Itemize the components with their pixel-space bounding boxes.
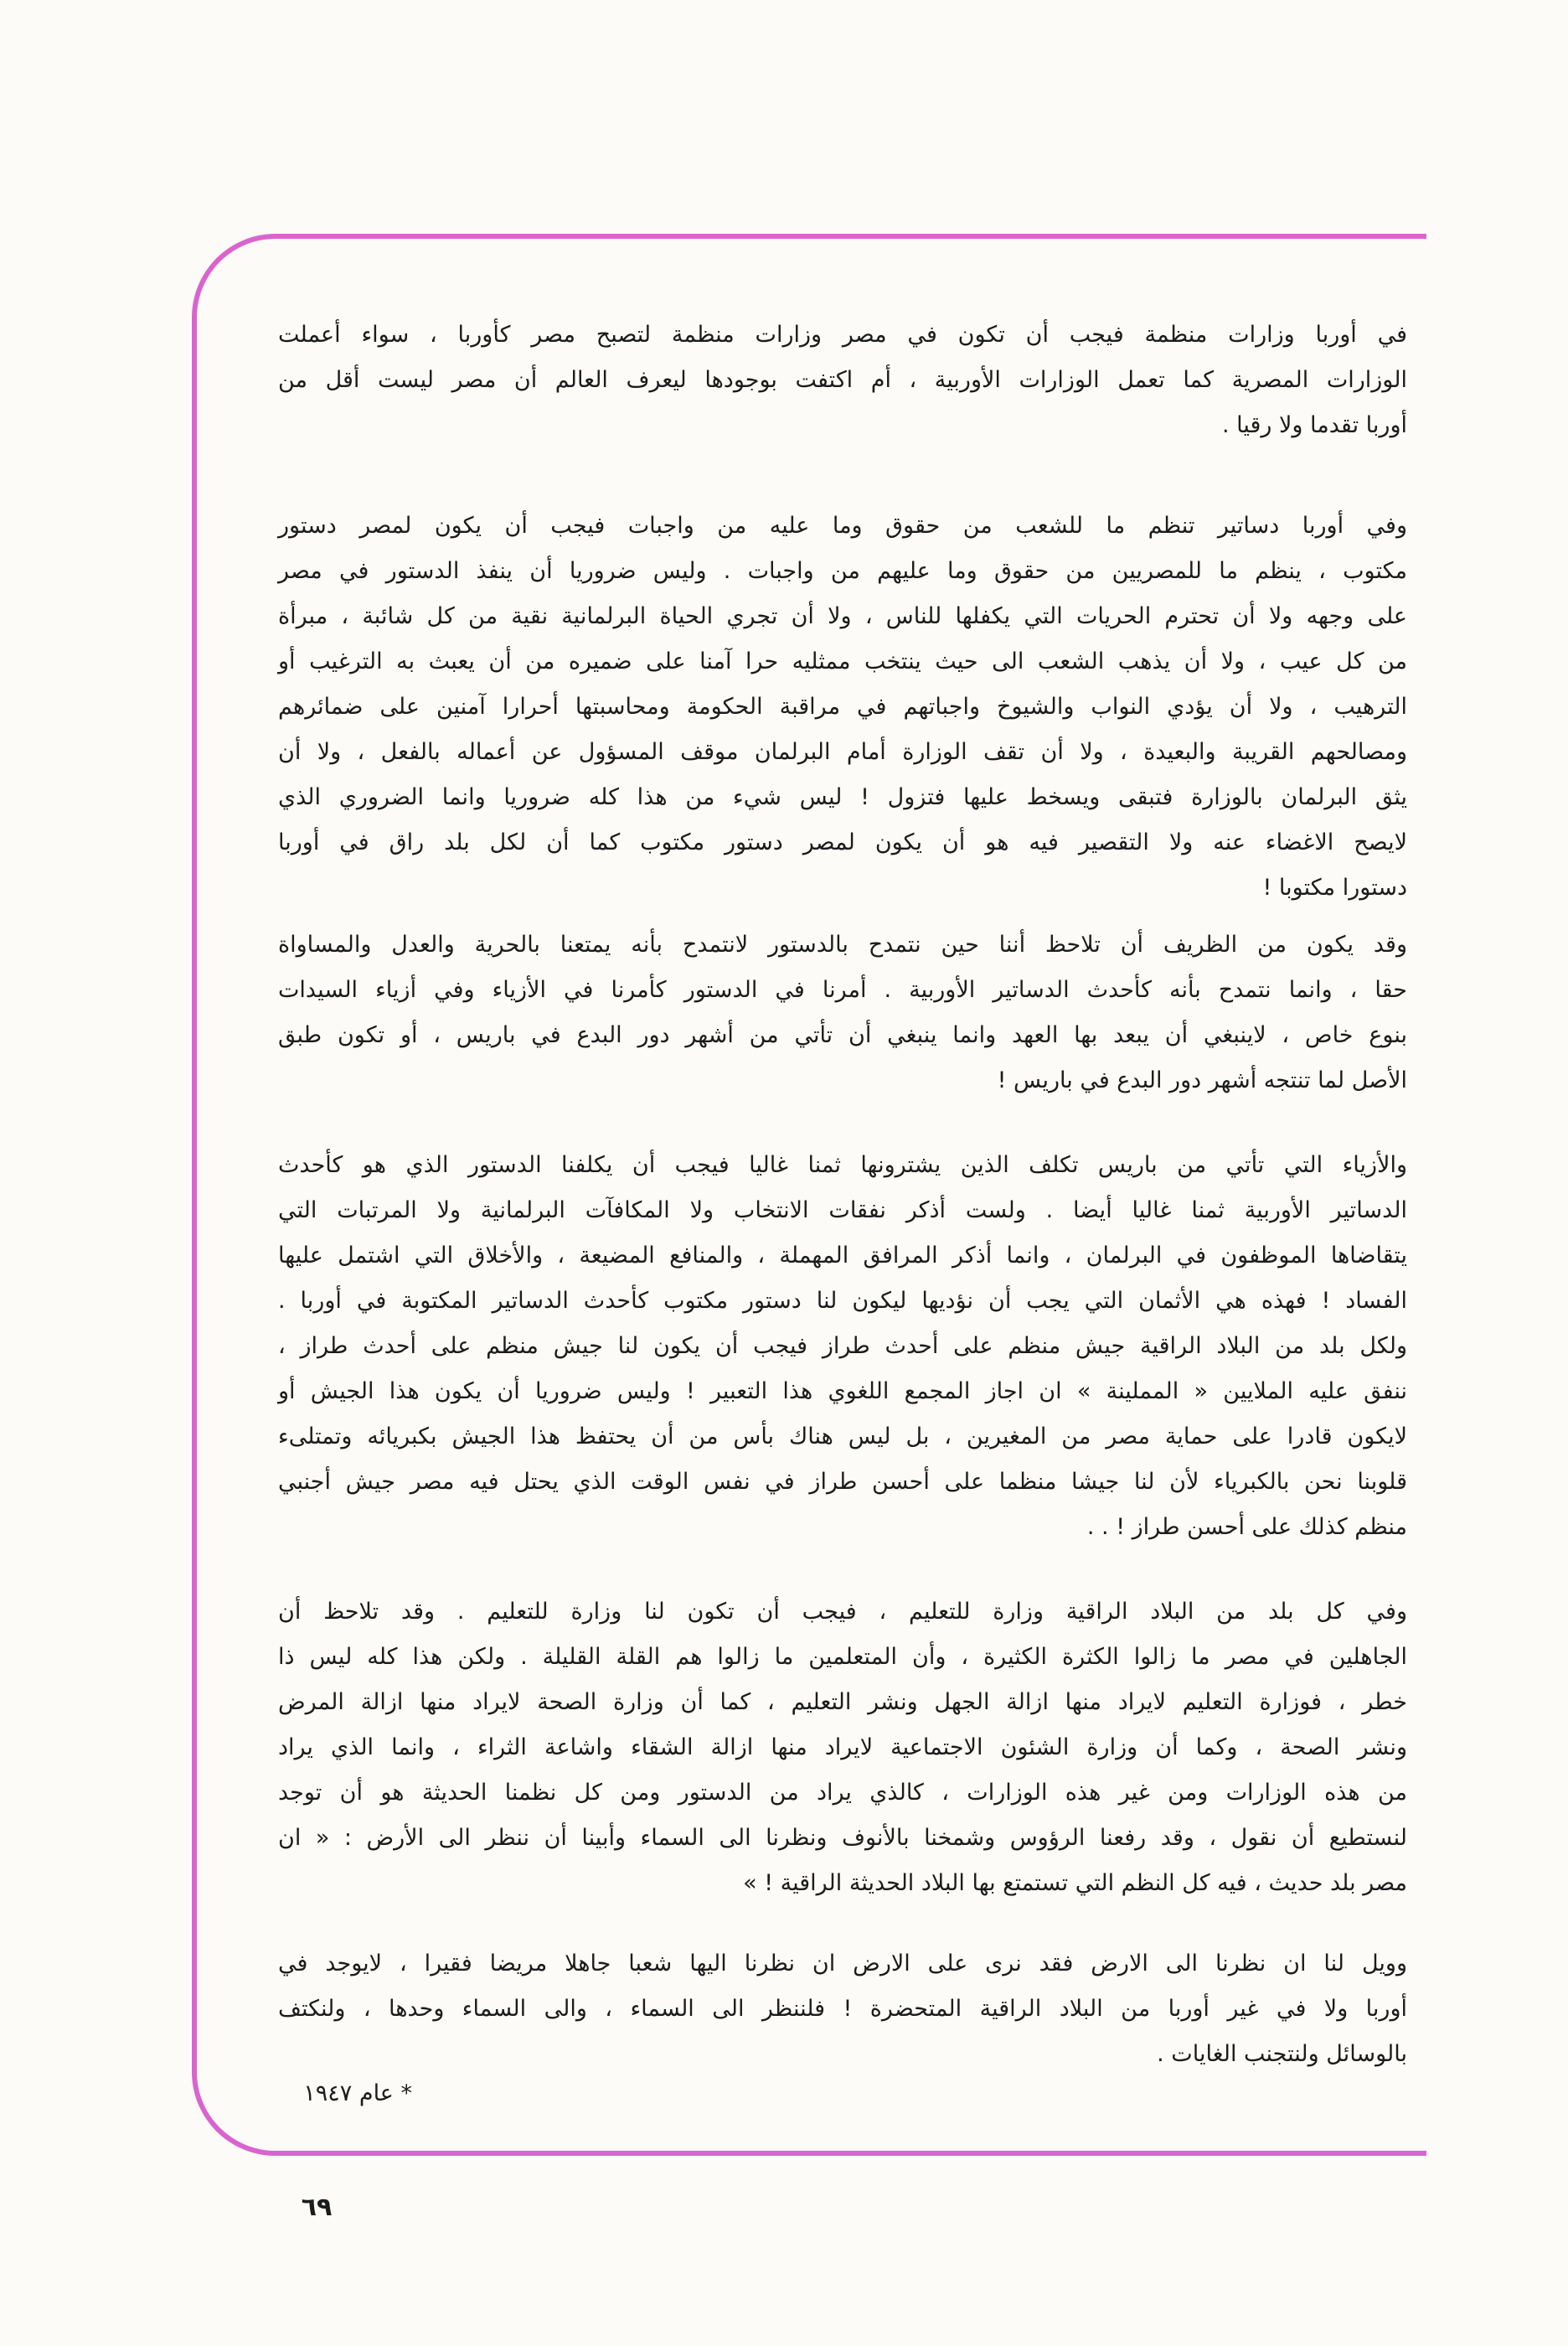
text-line: بنوع خاص ، لاينبغي أن يبعد بها العهد وانما ينبغي أن تأتي من أشهر دور البدع في باريس ، أو تكون طبق: [278, 1022, 1407, 1048]
text-line: الفساد ! فهذه هي الأثمان التي يجب أن نؤديها ليكون لنا دستور مكتوب كأحدث الدساتير المكتوبة في أوربا .: [278, 1288, 1407, 1314]
footnote-date: * عام ١٩٤٧: [303, 2080, 412, 2106]
text-line: مكتوب ، ينظم ما للمصريين من حقوق وما عليهم من واجبات . وليس ضروريا أن ينفذ الدستور في مصر: [278, 558, 1407, 584]
page-number: ٦٩: [301, 2193, 333, 2222]
text-line: منظم كذلك على أحسن طراز ! . .: [1086, 1514, 1407, 1540]
text-line: على وجهه ولا أن تحترم الحريات التي يكفلها للناس ، ولا أن تجري الحياة البرلمانية نقية من كل شائبة ، مبرأة: [278, 603, 1407, 629]
paragraph-5: [278, 1589, 1407, 1906]
text-line: حقا ، وانما نتمدح بأنه كأحدث الدساتير الأوربية . أمرنا في الدستور كأمرنا في الأزياء وفي أزياء السيدات: [278, 977, 1407, 1003]
text-line: الجاهلين في مصر ما زالوا الكثرة الكثيرة ، وأن المتعلمين ما زالوا هم القلة القليلة . ولكن هذا كله ليس ذا: [278, 1644, 1407, 1670]
text-line: يثق البرلمان بالوزارة فتبقى ويسخط عليها فتزول ! ليس شيء من هذا كله ضروريا وانما الضروري الذي: [278, 784, 1407, 810]
text-line: وقد يكون من الظريف أن تلاحظ أننا حين نتمدح بالدستور لانتمدح بأنه يمتعنا بالحرية والعدل والمساواة: [278, 932, 1407, 958]
text-line: خطر ، فوزارة التعليم لايراد منها ازالة الجهل ونشر التعليم ، كما أن وزارة الصحة لايراد منها ازالة المرض: [278, 1689, 1407, 1715]
text-line: الوزارات المصرية كما تعمل الوزارات الأوربية ، أم اكتفت بوجودها ليعرف العالم أن مصر ليست أقل من: [278, 367, 1407, 393]
text-line: ونشر الصحة ، وكما أن وزارة الشئون الاجتماعية لايراد منها ازالة الشقاء واشاعة الثراء ، وانما الذي يراد: [278, 1734, 1407, 1760]
text-line: الأصل لما تنتجه أشهر دور البدع في باريس !: [997, 1067, 1407, 1093]
text-line: من كل عيب ، ولا أن يذهب الشعب الى حيث ينتخب ممثليه حرا آمنا على ضميره من أن يعبث به الترغيب أو: [278, 649, 1407, 674]
text-line: ننفق عليه الملايين « المملينة » ان اجاز المجمع اللغوي هذا التعبير ! وليس ضروريا أن يكون هذا الجيش أو: [278, 1378, 1407, 1404]
text-line: لايكون قادرا على حماية مصر من المغيرين ، بل ليس هناك بأس من أن يحتفظ هذا الجيش بكبريائه وتمتلىء: [278, 1424, 1407, 1449]
text-line: يتقاضاها الموظفون في البرلمان ، وانما أذكر المرافق المهملة ، والمنافع المضيعة ، والأخلاق التي اشتمل عليها: [278, 1243, 1407, 1269]
text-line: وفي أوربا دساتير تنظم ما للشعب من حقوق وما عليه من واجبات فيجب أن يكون لمصر دستور: [278, 513, 1407, 539]
text-line: والأزياء التي تأتي من باريس تكلف الذين يشترونها ثمنا غاليا فيجب أن يكلفنا الدستور الذي هو كأحدث: [278, 1152, 1407, 1178]
text-line: قلوبنا نحن بالكبرياء لأن لنا جيشا منظما على أحسن طراز في نفس الوقت الذي يحتل فيه مصر جيش أجنبي: [278, 1469, 1407, 1495]
text-line: لايصح الاغضاء عنه ولا التقصير فيه هو أن يكون لمصر دستور مكتوب كما أن لكل بلد راق في أوربا: [278, 829, 1407, 855]
text-line: مصر بلد حديث ، فيه كل النظم التي تستمتع بها البلاد الحديثة الراقية ! »: [743, 1870, 1407, 1896]
text-line: لنستطيع أن نقول ، وقد رفعنا الرؤوس وشمخنا بالأنوف ونظرنا الى السماء وأبينا أن ننظر الى الأرض : « ان: [278, 1825, 1407, 1851]
text-line: وفي كل بلد من البلاد الراقية وزارة للتعليم ، فيجب أن تكون لنا وزارة للتعليم . وقد تلاحظ أن: [278, 1599, 1407, 1625]
text-line: أوربا ولا في غير أوربا من البلاد الراقية المتحضرة ! فلننظر الى السماء ، والى السماء وحدها ، ولنكتف: [278, 1996, 1407, 2022]
text-line: دستورا مكتوبا !: [1262, 875, 1407, 901]
text-line: من هذه الوزارات ومن غير هذه الوزارات ، كالذي يراد من الدستور ومن كل نظمنا الحديثة هو أن توجد: [278, 1780, 1407, 1806]
text-line: بالوسائل ولنتجنب الغايات .: [1157, 2041, 1407, 2067]
paragraph-2: [278, 504, 1407, 911]
paragraph-4: [278, 1143, 1407, 1550]
paragraph-6: [278, 1941, 1407, 2077]
text-line: ولكل بلد من البلاد الراقية جيش منظم على أحدث طراز فيجب أن يكون لنا جيش منظم على أحدث طراز ،: [278, 1333, 1407, 1359]
text-line: في أوربا وزارات منظمة فيجب أن تكون في مصر وزارات منظمة لتصبح مصر كأوربا ، سواء أعملت: [278, 322, 1407, 348]
text-line: أوربا تقدما ولا رقيا .: [1221, 412, 1407, 438]
text-line: ومصالحهم القريبة والبعيدة ، ولا أن تقف الوزارة أمام البرلمان موقف المسؤول عن أعماله بالفعل ، ولا أن: [278, 739, 1407, 765]
text-line: الترهيب ، ولا أن يؤدي النواب والشيوخ واجباتهم في مراقبة الحكومة ومحاسبتها أحرارا آمنين على ضمائرهم: [278, 694, 1407, 720]
text-line: الدساتير الأوربية ثمنا غاليا أيضا . ولست أذكر نفقات الانتخاب ولا المكافآت البرلمانية ولا المرتبات التي: [278, 1197, 1407, 1223]
paragraph-1: [278, 313, 1407, 448]
text-line: وويل لنا ان نظرنا الى الارض فقد نرى على الارض ان نظرنا اليها شعبا جاهلا مريضا فقيرا ، لايوجد في: [278, 1951, 1407, 1977]
paragraph-3: [278, 922, 1407, 1103]
